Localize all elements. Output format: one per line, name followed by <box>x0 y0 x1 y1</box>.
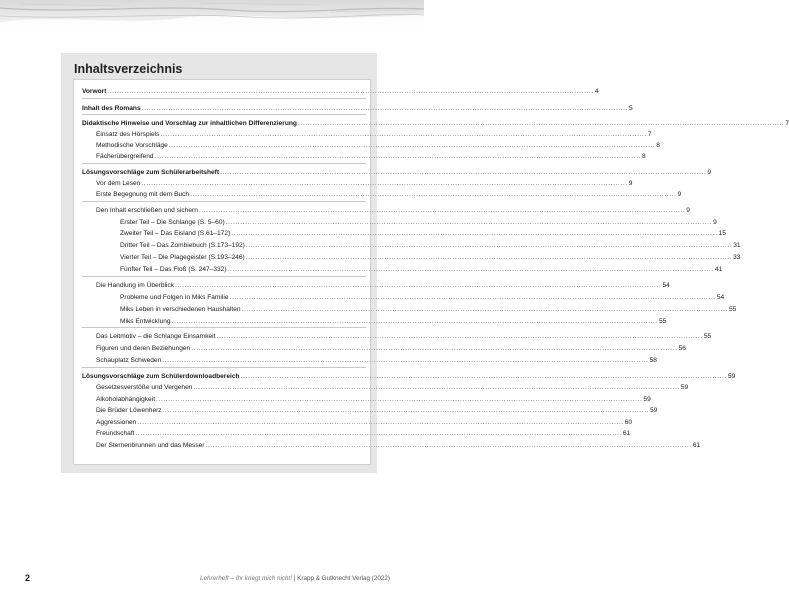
toc-entry <box>74 440 701 451</box>
toc-box <box>73 79 789 465</box>
footer-credit <box>200 575 390 582</box>
toc-separator <box>82 327 366 328</box>
toc-entry <box>74 292 725 303</box>
header-decoration <box>0 0 424 40</box>
toc-entry-page: 58 <box>649 357 657 364</box>
toc-leader-dots: ........................................................................................................................................................................................................ <box>193 384 680 391</box>
toc-leader-dots: ........................................................................................................................................................................................................ <box>137 419 624 426</box>
toc-title: Inhaltsverzeichnis <box>74 62 183 76</box>
toc-entry <box>74 264 723 275</box>
toc-leader-dots: ........................................................................................................................................................................................................ <box>141 180 628 187</box>
toc-entry <box>74 394 651 405</box>
toc-entry-label: Miks Entwicklung <box>120 318 171 325</box>
toc-entry-page: 59 <box>680 384 689 391</box>
toc-entry-label: Probleme und Folgen in Miks Familie <box>120 294 229 301</box>
toc-entry-page: 9 <box>628 180 633 187</box>
toc-entry-label: Miks Leben in verschiedenen Haushalten <box>120 306 241 313</box>
toc-entry <box>74 103 633 114</box>
toc-entry-page: 60 <box>624 419 633 426</box>
toc-entry-page: 15 <box>718 230 726 237</box>
toc-leader-dots: ........................................................................................................................................................................................................ <box>162 407 649 414</box>
toc-entry-label: Fünfter Teil – Das Floß (S. 247–332) <box>120 266 227 273</box>
toc-entry <box>74 86 599 97</box>
toc-entry-label: Freundschaft <box>96 430 135 437</box>
toc-leader-dots: ........................................................................................................................................................................................................ <box>191 345 678 352</box>
toc-separator <box>82 201 366 202</box>
toc-entry-page: 9 <box>707 169 712 176</box>
toc-entry <box>74 417 633 428</box>
toc-entry <box>74 405 658 416</box>
toc-entry <box>74 382 689 393</box>
toc-leader-dots: ........................................................................................................................................................................................................ <box>227 266 714 273</box>
toc-entry-page: 41 <box>714 266 723 273</box>
toc-leader-dots: ........................................................................................................................................................................................................ <box>162 357 649 364</box>
toc-entry-label: Figuren und deren Beziehungen <box>96 345 191 352</box>
toc-separator <box>82 163 366 164</box>
toc-leader-dots: ........................................................................................................................................................................................................ <box>241 306 728 313</box>
toc-leader-dots: ........................................................................................................................................................................................................ <box>205 442 692 449</box>
toc-entry-page: 9 <box>677 191 682 198</box>
toc-leader-dots: ........................................................................................................................................................................................................ <box>225 219 713 226</box>
toc-entry-label: Zweiter Teil – Das Eisland (S.61–172) <box>120 230 231 237</box>
toc-entry <box>74 228 726 239</box>
toc-entry-label: Dritter Teil – Das Zombiebuch (S.173–192) <box>120 242 245 249</box>
toc-entry-page: 9 <box>686 207 690 214</box>
toc-entry <box>74 252 741 263</box>
toc-entry <box>74 331 712 342</box>
toc-entry-page: 54 <box>662 282 670 289</box>
footer-book-title: Lehrerheft – Ihr kriegt mich nicht! <box>200 575 293 582</box>
toc-entry <box>74 355 657 366</box>
toc-entry-label: Das Leitmotiv – die Schlange Einsamkeit <box>96 333 216 340</box>
toc-leader-dots: ........................................................................................................................................................................................................ <box>231 230 718 237</box>
toc-entry <box>74 371 736 382</box>
toc-entry-page: 56 <box>678 345 686 352</box>
toc-leader-dots: ........................................................................................................................................................................................................ <box>245 242 733 249</box>
toc-entry-label: Alkoholabhängigkeit <box>96 396 156 403</box>
toc-entry-label: Erste Begegnung mit dem Buch <box>96 191 190 198</box>
toc-leader-dots: ........................................................................................................................................................................................................ <box>171 318 658 325</box>
toc-leader-dots: ........................................................................................................................................................................................................ <box>168 142 656 149</box>
toc-entry <box>74 167 712 178</box>
toc-separator <box>82 276 366 277</box>
toc-entry-page: 55 <box>728 306 737 313</box>
toc-entry <box>74 129 652 140</box>
snow-texture-graphic <box>0 0 424 40</box>
toc-entry-label: Vorwort <box>82 88 107 95</box>
toc-entry-label: Inhalt des Romans <box>82 105 141 112</box>
toc-leader-dots: ........................................................................................................................................................................................................ <box>141 105 629 112</box>
toc-leader-dots: ........................................................................................................................................................................................................ <box>160 131 647 138</box>
toc-leader-dots: ........................................................................................................................................................................................................ <box>198 207 686 214</box>
toc-entry-page: 59 <box>643 396 651 403</box>
toc-leader-dots: ........................................................................................................................................................................................................ <box>229 294 716 301</box>
toc-leader-dots: ........................................................................................................................................................................................................ <box>245 254 733 261</box>
toc-entry-page: 8 <box>656 142 660 149</box>
toc-entry-label: Vor dem Lesen <box>96 180 141 187</box>
toc-leader-dots: ........................................................................................................................................................................................................ <box>220 169 707 176</box>
toc-leader-dots: ........................................................................................................................................................................................................ <box>216 333 703 340</box>
toc-entry <box>74 217 717 228</box>
toc-separator <box>82 367 366 368</box>
toc-leader-dots: ........................................................................................................................................................................................................ <box>297 120 785 127</box>
page-number: 2 <box>25 573 31 583</box>
toc-entry-page: 33 <box>733 254 741 261</box>
toc-leader-dots: ........................................................................................................................................................................................................ <box>135 430 622 437</box>
toc-entry-page: 55 <box>703 333 712 340</box>
toc-list <box>74 80 789 464</box>
toc-entry <box>74 178 633 189</box>
toc-entry-label: Die Handlung im Überblick <box>96 282 175 289</box>
toc-entry-label: Den Inhalt erschließen und sichern <box>96 207 198 214</box>
toc-leader-dots: ........................................................................................................................................................................................................ <box>154 153 641 160</box>
toc-entry-page: 61 <box>692 442 701 449</box>
footer-publisher: | Krapp & Gutknecht Verlag (2022) <box>293 575 390 582</box>
toc-entry <box>74 304 737 315</box>
toc-entry-label: Einsatz des Hörspiels <box>96 131 160 138</box>
toc-entry-page: 9 <box>713 219 717 226</box>
toc-entry-page: 5 <box>629 105 633 112</box>
toc-entry <box>74 343 686 354</box>
toc-entry-label: Aggressionen <box>96 419 137 426</box>
toc-entry-label: Lösungsvorschläge zum Schülerarbeitsheft <box>82 169 220 176</box>
toc-entry-page: 61 <box>622 430 631 437</box>
toc-leader-dots: ........................................................................................................................................................................................................ <box>107 88 594 95</box>
toc-leader-dots: ........................................................................................................................................................................................................ <box>156 396 643 403</box>
toc-entry <box>74 316 667 327</box>
toc-separator <box>82 98 366 99</box>
toc-separator <box>82 114 366 115</box>
toc-entry-label: Didaktische Hinweise und Vorschlag zur inhaltlichen Differenzierung <box>82 120 297 127</box>
toc-entry <box>74 189 682 200</box>
toc-entry <box>74 428 631 439</box>
toc-entry-page: 31 <box>733 242 741 249</box>
toc-entry-label: Die Brüder Löwenherz <box>96 407 162 414</box>
toc-entry-label: Erster Teil – Die Schlange (S. 5–60) <box>120 219 225 226</box>
toc-entry <box>74 280 670 291</box>
toc-entry-label: Schauplatz Schweden <box>96 357 162 364</box>
toc-entry-label: Methodische Vorschläge <box>96 142 168 149</box>
toc-entry-page: 55 <box>658 318 667 325</box>
toc-leader-dots: ........................................................................................................................................................................................................ <box>190 191 677 198</box>
toc-entry-page: 7 <box>785 120 789 127</box>
toc-entry-page: 7 <box>647 131 652 138</box>
toc-entry <box>74 151 646 162</box>
toc-entry-label: Lösungsvorschläge zum Schülerdownloadbereich <box>82 373 240 380</box>
toc-entry-label: Fächerübergreifend <box>96 153 154 160</box>
toc-entry-page: 59 <box>727 373 736 380</box>
toc-entry <box>74 240 741 251</box>
toc-entry-label: Der Sternenbrunnen und das Messer <box>96 442 205 449</box>
toc-entry-label: Gesetzesverstöße und Vergehen <box>96 384 193 391</box>
toc-entry <box>74 140 660 151</box>
toc-entry-page: 4 <box>594 88 599 95</box>
toc-leader-dots: ........................................................................................................................................................................................................ <box>240 373 727 380</box>
toc-leader-dots: ........................................................................................................................................................................................................ <box>175 282 662 289</box>
toc-entry-page: 59 <box>650 407 658 414</box>
toc-entry-page: 8 <box>641 153 646 160</box>
toc-entry <box>74 118 789 129</box>
toc-entry <box>74 205 690 216</box>
toc-entry-label: Vierter Teil – Die Plagegeister (S.193–246) <box>120 254 245 261</box>
toc-entry-page: 54 <box>716 294 725 301</box>
